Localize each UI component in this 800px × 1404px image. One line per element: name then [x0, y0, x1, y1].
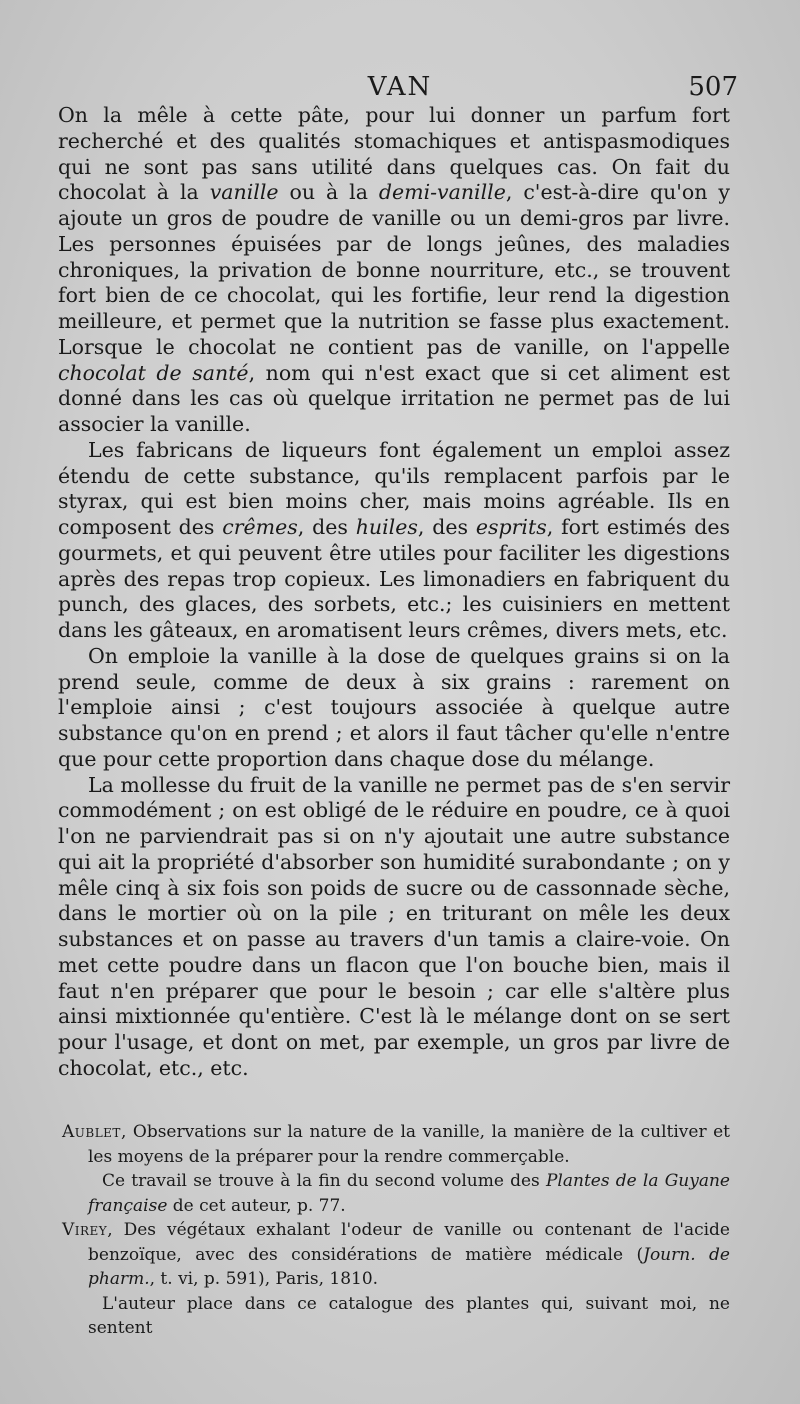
- paragraph-1-text-g: , nom qui n'est exact que si cet aliment est donné dans les cas où quelque irritation ne permet pas de lui associer la vanille.: [58, 360, 730, 436]
- paragraph-1: [58, 103, 730, 438]
- paragraph-1-italic-vanille: vanille: [209, 180, 279, 205]
- paragraph-1-text-e: , c'est-à-dire qu'on y ajoute un gros de poudre de vanille ou un demi-gros par livre. Les personnes épuisées par de longs jeûnes, des maladies chroniques, la privation de bonne nourriture, etc., se trouvent fort bien de ce chocolat, qui les fortifie, leur rend la digestion meilleure, et permet que la nutrition se fasse plus exactement. Lorsque le chocolat ne contient pas de vanille, on l'appelle: [58, 180, 730, 359]
- body-text: [58, 103, 730, 1082]
- note-author-aublet: Aublet: [62, 1122, 121, 1142]
- paragraph-2-text-c: , des: [297, 515, 356, 539]
- bibliography-notes: [62, 1120, 730, 1341]
- note-aublet: [62, 1120, 730, 1169]
- paragraph-2-text-a: Les fabricans de liqueurs font également un emploi assez étendu de cette substance, qu'ils remplacent parfois par le styrax, qui est bien moins cher, mais moins agréable. Ils en composent des: [58, 437, 730, 539]
- page-number: 507: [688, 72, 738, 102]
- note-author-virey: Virey: [62, 1220, 108, 1240]
- paragraph-4: La mollesse du fruit de la vanille ne permet pas de s'en servir commodément ; on est obligé de le réduire en poudre, ce à quoi l'on ne parviendrait pas si on n'y ajoutait une autre substance qui ait la propriété d'absorber son humidité surabondante ; on y mêle cinq à six fois son poids de sucre ou de cassonnade sèche, dans le mortier où on la pile ; en triturant on mêle les deux substances et on passe au travers d'un tamis a claire-voie. On met cette poudre dans un flacon que l'on bouche bien, mais il faut n'en préparer que pour le besoin ; car elle s'altère plus ainsi mixtionnée qu'entière. C'est là le mélange dont on se sert pour l'usage, et dont on met, par exemple, un gros par livre de chocolat, etc., etc.: [58, 772, 730, 1080]
- paragraph-2: [58, 438, 730, 644]
- paragraph-2-italic-cremes: crêmes: [222, 515, 298, 539]
- note-virey-text-c: , t. vi, p. 591), Paris, 1810.: [149, 1269, 379, 1289]
- paragraph-1-text-a: On la mêle à cette pâte, pour lui donner un parfum fort recherché et des qualités stomachiques et antispasmodiques qui ne sont pas sans utilité dans quelques cas. On fait du chocolat à la: [58, 103, 730, 205]
- paragraph-1-italic-chocolat-de-sante: chocolat de santé: [58, 360, 249, 385]
- paragraph-1-text-c: ou à la: [278, 180, 379, 205]
- paragraph-3: On emploie la vanille à la dose de quelques grains si on la prend seule, comme de deux à six grains : rarement on l'emploie ainsi ; c'est toujours associée à quelque autre substance qu'on en prend ; et alors il faut tâcher qu'elle n'entre que pour cette proportion dans chaque dose du mélange.: [58, 643, 730, 771]
- note-followup-text-c: de cet auteur, p. 77.: [167, 1195, 346, 1216]
- running-head: VAN: [367, 72, 433, 102]
- note-virey-italic-journal: Journ. de pharm.: [88, 1244, 730, 1289]
- note-aublet-text: , Observations sur la nature de la vanille, la manière de la cultiver et les moyens de la préparer pour la rendre commerçable.: [88, 1122, 730, 1167]
- paragraph-1-italic-demi-vanille: demi-vanille: [378, 180, 506, 205]
- note-virey: [62, 1218, 730, 1292]
- note-followup-text-a: Ce travail se trouve à la fin du second volume des: [102, 1171, 546, 1191]
- note-followup-italic-title: Plantes de la Guyane française: [88, 1171, 730, 1216]
- paragraph-2-text-e: , des: [417, 515, 476, 539]
- note-aublet-followup: [62, 1169, 730, 1218]
- paragraph-2-italic-huiles: huiles: [355, 515, 418, 539]
- note-virey-text-a: , Des végétaux exhalant l'odeur de vanille ou contenant de l'acide benzoïque, avec des considérations de matière médicale (: [88, 1220, 730, 1265]
- paragraph-2-text-g: , fort estimés des gourmets, et qui peuvent être utiles pour faciliter les digestions après des repas trop copieux. Les limonadiers en fabriquent du punch, des glaces, des sorbets, etc.; les cuisiniers en mettent dans les gâteaux, en aromatisent leurs crêmes, divers mets, etc.: [58, 515, 731, 642]
- note-virey-followup: L'auteur place dans ce catalogue des plantes qui, suivant moi, ne sentent: [88, 1293, 730, 1338]
- paragraph-2-italic-esprits: esprits: [475, 515, 547, 539]
